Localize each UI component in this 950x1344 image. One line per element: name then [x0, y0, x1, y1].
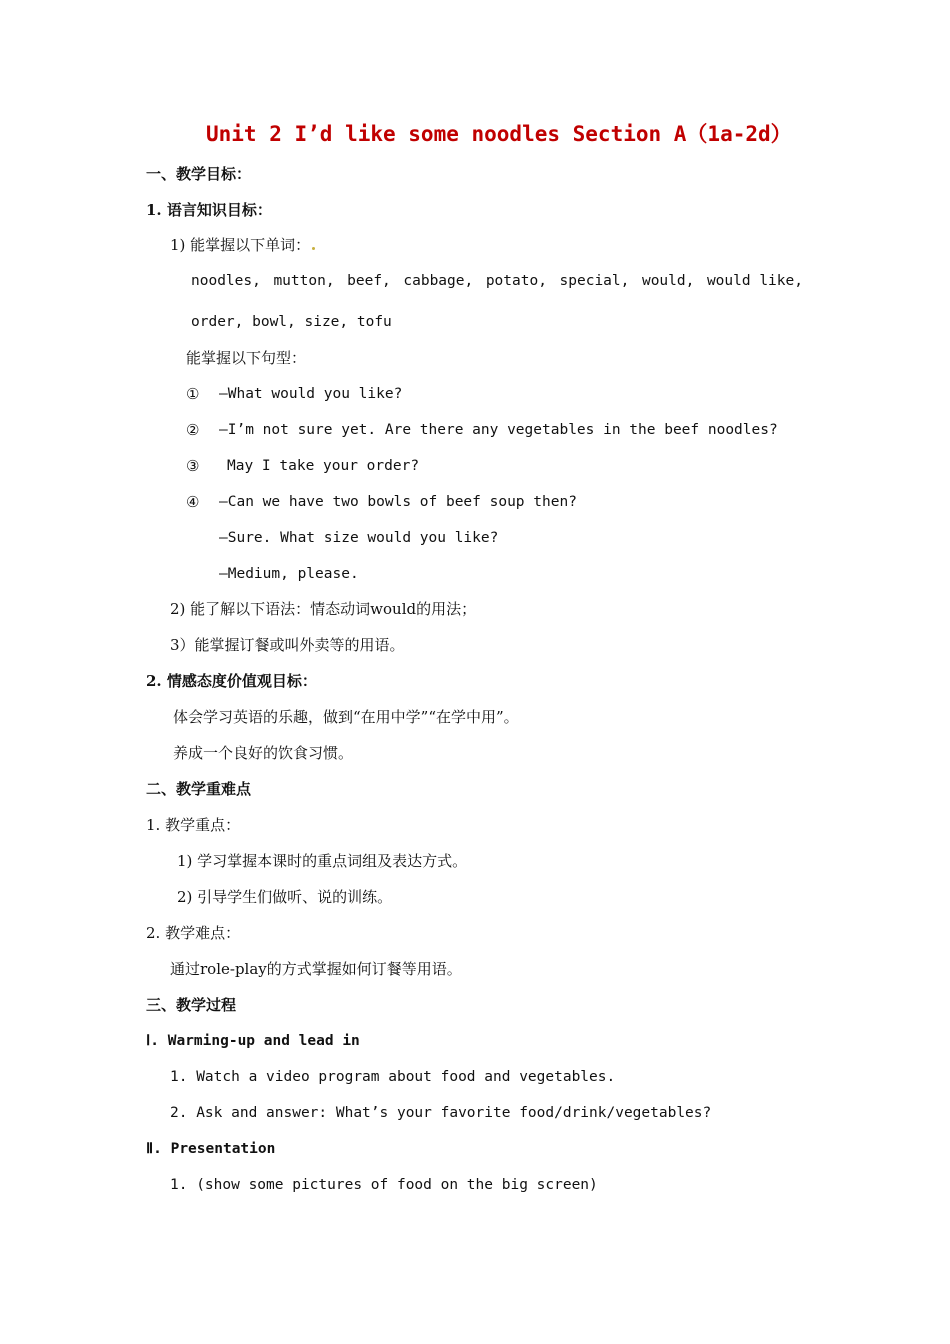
sentence-line: —Sure. What size would you like?: [219, 530, 499, 546]
attitude-line: 养成一个良好的饮食习惯。: [173, 744, 354, 762]
sentences-label: 能掌握以下句型：: [186, 349, 307, 367]
process-step: 1. Watch a video program about food and vegetables.: [170, 1069, 616, 1085]
sentence-line: —Medium, please.: [219, 566, 359, 582]
sentence-line: —What would you like?: [219, 386, 403, 402]
vocab-word: noodles,: [191, 273, 261, 289]
item-vocabulary-intro-text: 1) 能掌握以下单词：: [170, 236, 311, 254]
vocab-word: would like,: [706, 273, 803, 289]
vocab-word: would,: [641, 273, 695, 289]
process-step: 1. (show some pictures of food on the big screen): [170, 1177, 598, 1193]
key-point-item: 2) 引导学生们做听、说的训练。: [177, 888, 393, 906]
vocabulary-row-1: [191, 271, 803, 291]
section-heading-key-points: 二、教学重难点: [146, 780, 252, 798]
difficult-points-label: 2. 教学难点：: [146, 924, 241, 942]
vocab-word: potato,: [485, 273, 547, 289]
sentence-line: —Can we have two bowls of beef soup then?: [219, 494, 577, 510]
sentence-line: May I take your order?: [227, 458, 420, 474]
section-heading-objectives: 一、教学目标：: [146, 165, 252, 183]
part-heading-presentation: Ⅱ. Presentation: [146, 1141, 276, 1157]
attitude-line: 体会学习英语的乐趣，做到“在用中学”“在学中用”。: [173, 708, 519, 726]
document-title: Unit 2 I’d like some noodles Section A（1a-2d）: [206, 122, 792, 146]
sentence-number: ④: [186, 493, 200, 511]
process-step: 2. Ask and answer: What’s your favorite food/drink/vegetables?: [170, 1105, 712, 1121]
vocab-word: special,: [559, 273, 630, 289]
key-points-label: 1. 教学重点：: [146, 816, 241, 834]
sentence-number: ①: [186, 385, 200, 403]
vocab-word: mutton,: [273, 273, 335, 289]
sentence-number: ③: [186, 457, 200, 475]
key-point-item: 1) 学习掌握本课时的重点词组及表达方式。: [177, 852, 468, 870]
subheading-attitude: 2. 情感态度价值观目标：: [146, 672, 317, 690]
stray-mark: [312, 247, 315, 250]
item-vocabulary-intro: [170, 235, 315, 255]
item-grammar: 2) 能了解以下语法：情态动词would的用法；: [170, 600, 477, 618]
vocabulary-row-2: order, bowl, size, tofu: [191, 314, 392, 330]
section-heading-process: 三、教学过程: [146, 996, 237, 1014]
vocab-word: beef,: [347, 273, 391, 289]
subheading-language-knowledge: 1. 语言知识目标：: [146, 201, 272, 219]
sentence-number: ②: [186, 421, 200, 439]
vocab-word: cabbage,: [403, 273, 474, 289]
difficult-point-item: 通过role-play的方式掌握如何订餐等用语。: [170, 960, 462, 978]
sentence-line: —I’m not sure yet. Are there any vegetables in the beef noodles?: [219, 422, 778, 438]
part-heading-warming-up: Ⅰ. Warming-up and lead in: [146, 1033, 360, 1049]
item-ordering-phrases: 3）能掌握订餐或叫外卖等的用语。: [170, 636, 405, 654]
